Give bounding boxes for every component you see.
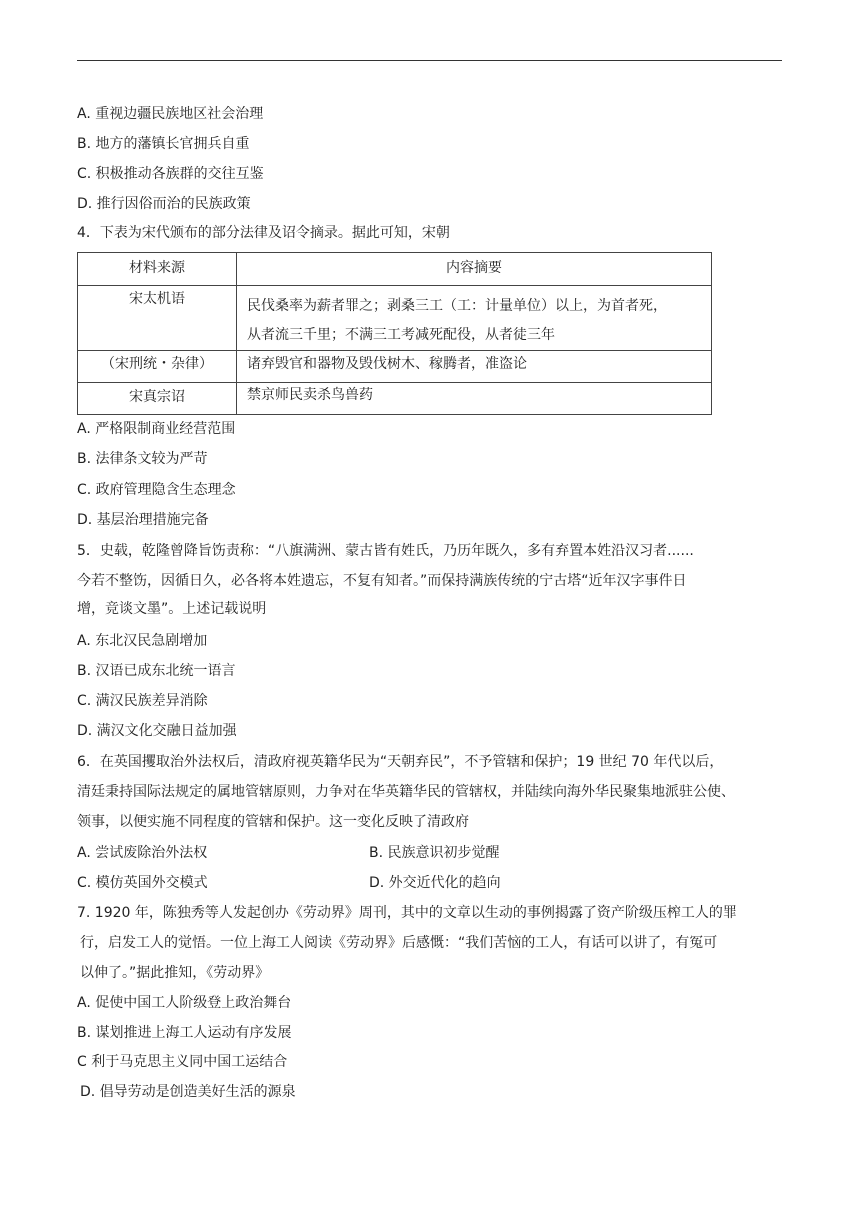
q7-option-c: C 利于马克思主义同中国工运结合 bbox=[77, 1054, 288, 1070]
q4-option-b: B. 法律条文较为严苛 bbox=[77, 451, 208, 467]
q3-option-d: D. 推行因俗而治的民族政策 bbox=[77, 196, 251, 212]
q3-option-a: A. 重视边疆民族地区社会治理 bbox=[77, 106, 264, 122]
q7-stem-line: 行，启发工人的觉悟。一位上海工人阅读《劳动界》后感慨：“我们苦恼的工人，有话可以讲了，有冤可 bbox=[80, 935, 718, 951]
table-cell-source: 宋太机语 bbox=[78, 286, 237, 351]
table-cell-source: 宋真宗诏 bbox=[78, 383, 237, 415]
q4-option-c: C. 政府管理隐含生态理念 bbox=[77, 482, 236, 498]
table-row bbox=[78, 286, 712, 351]
q6-option-a: A. 尝试废除治外法权 bbox=[77, 845, 208, 861]
q5-stem-line: 5．史载，乾隆曾降旨饬责称：“八旗满洲、蒙古皆有姓氏，乃历年既久，多有弃置本姓沿汉习者...... bbox=[77, 543, 694, 559]
q6-option-c: C. 模仿英国外交模式 bbox=[77, 875, 208, 891]
q6-stem-line: 领事，以便实施不同程度的管辖和保护。这一变化反映了清政府 bbox=[77, 814, 469, 830]
q5-option-c: C. 满汉民族差异消除 bbox=[77, 693, 208, 709]
q6-stem-line: 6．在英国攫取治外法权后，清政府视英籍华民为“天朝弃民”，不予管辖和保护；19 世纪 70 年代以后， bbox=[77, 754, 724, 770]
table-header-content: 内容摘要 bbox=[237, 253, 712, 286]
q3-option-b: B. 地方的藩镇长官拥兵自重 bbox=[77, 136, 250, 152]
table-row bbox=[78, 351, 712, 383]
q7-option-d: D. 倡导劳动是创造美好生活的源泉 bbox=[80, 1084, 296, 1100]
table-header-row bbox=[78, 253, 712, 286]
table-cell-content: 诸弃毁官和器物及毁伐树木、稼腾者，准盗论 bbox=[237, 351, 712, 383]
law-table bbox=[77, 252, 712, 415]
q5-option-b: B. 汉语已成东北统一语言 bbox=[77, 663, 236, 679]
q7-option-a: A. 促使中国工人阶级登上政治舞台 bbox=[77, 995, 292, 1011]
table-header-source: 材料来源 bbox=[78, 253, 237, 286]
table-cell-source: （宋刑统・杂律） bbox=[78, 351, 237, 383]
q7-option-b: B. 谋划推进上海工人运动有序发展 bbox=[77, 1025, 292, 1041]
q7-stem-line: 以伸了。”据此推知，《劳动界》 bbox=[80, 965, 270, 981]
q6-stem-line: 清廷秉持国际法规定的属地管辖原则，力争对在华英籍华民的管辖权，并陆续向海外华民聚集地派驻公使、 bbox=[77, 784, 735, 800]
q5-stem-line: 今若不整饬，因循日久，必各将本姓遗忘，不复有知者。”而保持满族传统的宁古塔“近年汉字事件日 bbox=[77, 573, 687, 589]
q3-option-c: C. 积极推动各族群的交往互鉴 bbox=[77, 166, 264, 182]
q4-option-a: A. 严格限制商业经营范围 bbox=[77, 421, 236, 437]
table-cell-content bbox=[237, 286, 712, 351]
q4-stem: 4．下表为宋代颁布的部分法律及诏令摘录。据此可知，宋朝 bbox=[77, 225, 450, 241]
q6-option-b: B. 民族意识初步觉醒 bbox=[369, 845, 500, 861]
q5-option-a: A. 东北汉民急剧增加 bbox=[77, 633, 208, 649]
table-cell-content-line: 民伐桑率为薪者罪之；剥桑三工（工：计量单位）以上，为首者死， bbox=[247, 298, 667, 314]
q4-option-d: D. 基层治理措施完备 bbox=[77, 512, 209, 528]
table-cell-content-line: 从者流三千里；不满三工考减死配役，从者徒三年 bbox=[247, 327, 555, 343]
table-cell-content: 禁京师民卖杀鸟兽药 bbox=[237, 383, 712, 415]
header-rule bbox=[77, 60, 782, 61]
q7-stem-line: 7. 1920 年，陈独秀等人发起创办《劳动界》周刊，其中的文章以生动的事例揭露了资产阶级压榨工人的罪 bbox=[77, 905, 737, 921]
q5-option-d: D. 满汉文化交融日益加强 bbox=[77, 723, 237, 739]
q5-stem-line: 增，竞谈文墨”。上述记载说明 bbox=[77, 601, 267, 617]
table-row bbox=[78, 383, 712, 415]
q6-option-d: D. 外交近代化的趋向 bbox=[369, 875, 501, 891]
